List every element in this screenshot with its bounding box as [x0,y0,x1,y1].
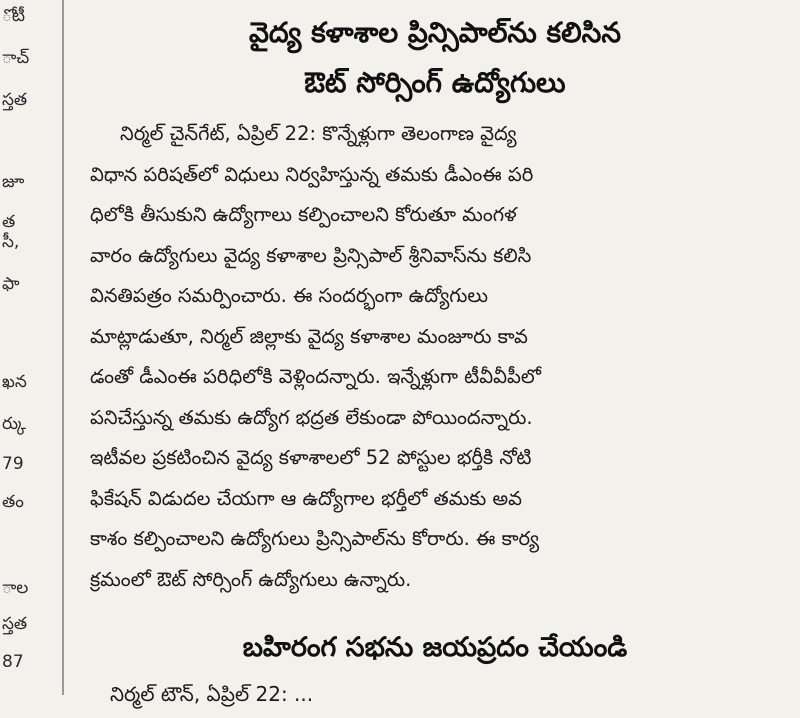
column-fragment: స్తత [2,90,28,110]
column-fragment: ర్కు [2,414,26,434]
column-divider [62,0,64,695]
column-fragment: ాల [2,578,29,598]
subheadline: బహిరంగ సభను జయప్రదం చేయండి [242,632,628,663]
column-fragment: ఖన [2,372,27,392]
body-line: నిర్మల్ చైన్‌గేట్, ఏప్రిల్ 22: కొన్నేళ్లుగా తెలంగాణ వైద్య [120,122,517,145]
body-line: ఫికేషన్ విడుదల చేయగా ఆ ఉద్యోగాల భర్తీలో తమకు అవ [90,486,522,510]
body-line: వారం ఉద్యోగులు వైద్య కళాశాల ప్రిన్సిపాల్ శ్రీనివాస్‌ను కలిసి [90,243,532,267]
body-line: ధిలోకి తీసుకుని ఉద్యోగాలు కల్పించాలని కోరుతూ మంగళ [90,203,517,226]
column-fragment: 87 [2,652,24,672]
column-fragment: స్తత [2,614,28,634]
column-fragment: ాచ్ [2,48,30,68]
body-line-cut: నిర్మల్ టౌన్, ఏప్రిల్ 22: ... [110,682,314,706]
column-fragment: త [2,212,16,232]
body-line: వినతిపత్రం సమర్పించారు. ఈ సందర్భంగా ఉద్యోగులు [90,284,488,307]
column-fragment: 79 [2,454,24,474]
body-line: పనిచేస్తున్న తమకు ఉద్యోగ భద్రత లేకుండా పోయిందన్నారు. [90,405,533,429]
body-line: విధాన పరిషత్‌లో విధులు నిర్వహిస్తున్న తమకు డీఎంఈ పరి [90,162,534,186]
column-fragment: తం [2,492,24,512]
column-fragment: జూ [2,172,25,192]
adjacent-column [0,0,52,695]
body-line: డంతో డీఎంఈ పరిధిలోకి వెళ్లిందన్నారు. ఇన్నేళ్లుగా టీవీవీపీలో [90,365,541,388]
headline-line-2: ఔట్ సోర్సింగ్ ఉద్యోగులు [304,66,566,99]
body-line: క్రమంలో ఔట్ సోర్సింగ్ ఉద్యోగులు ఉన్నారు. [90,567,412,591]
column-fragment: ోటీ [2,6,25,26]
column-fragment: సీ, [2,232,20,252]
body-line: కాశం కల్పించాలని ఉద్యోగులు ప్రిన్సిపాల్‌ను కోరారు. ఈ కార్య [90,527,540,550]
headline-line-1: వైద్య కళాశాల ప్రిన్సిపాల్‌ను కలిసిన [249,16,621,49]
body-line: మాట్లాడుతూ, నిర్మల్ జిల్లాకు వైద్య కళాశాల మంజూరు కావ [90,324,528,348]
body-line: ఇటీవల ప్రకటించిన వైద్య కళాశాలలో 52 పోస్టుల భర్తీకి నోటి [90,446,532,469]
column-fragment: ఫా [2,274,20,294]
